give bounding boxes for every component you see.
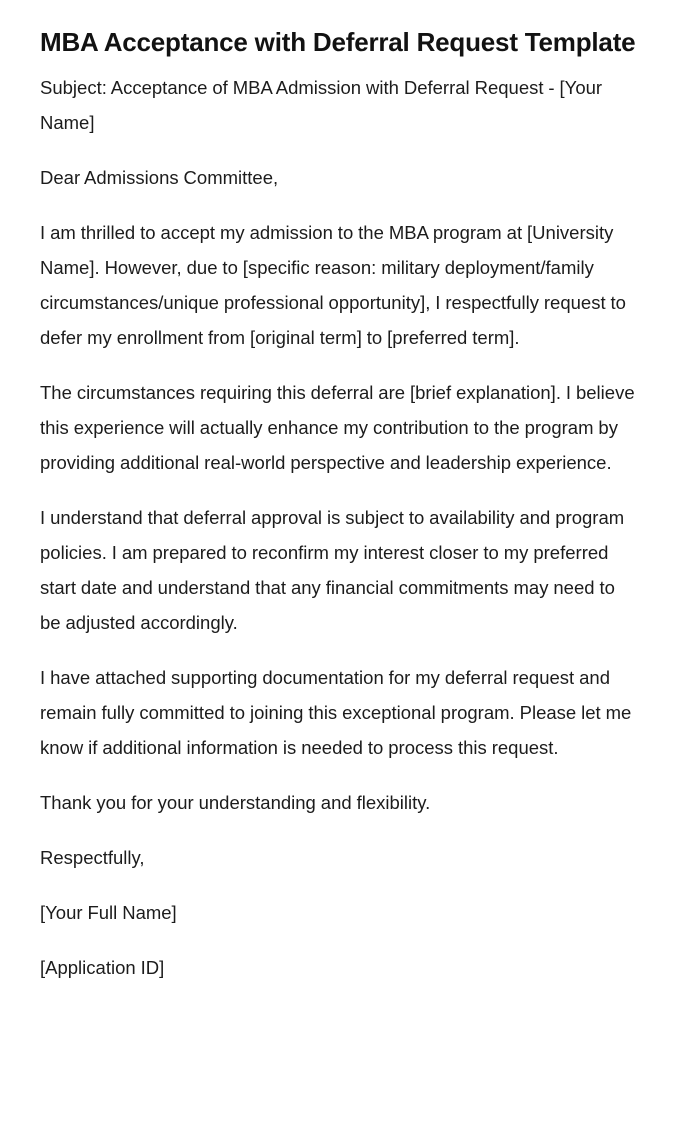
document-body	[40, 70, 640, 985]
paragraph-salutation: Dear Admissions Committee,	[40, 167, 279, 188]
paragraph-documentation: I have attached supporting documentation for my deferral request and remain fully committed to joining this exceptional program. Please let me know if additional information is needed to process this request.	[40, 667, 632, 758]
paragraph-circumstances: The circumstances requiring this deferral are [brief explanation]. I believe this experience will actually enhance my contribution to the program by providing additional real-world perspective and leadership experience.	[40, 382, 635, 473]
paragraph-thanks: Thank you for your understanding and flexibility.	[40, 792, 431, 813]
paragraph-signature-name: [Your Full Name]	[40, 902, 177, 923]
paragraph-acceptance: I am thrilled to accept my admission to the MBA program at [University Name]. However, due to [specific reason: military deployment/family circumstances/unique professional opportunity], I respectfully request to defer my enrollment from [original term] to [preferred term].	[40, 222, 626, 348]
paragraph-application-id: [Application ID]	[40, 957, 165, 978]
paragraph-subject: Subject: Acceptance of MBA Admission with Deferral Request - [Your Name]	[40, 77, 603, 133]
page-title: MBA Acceptance with Deferral Request Template	[40, 27, 636, 57]
paragraph-understanding: I understand that deferral approval is subject to availability and program policies. I am prepared to reconfirm my interest closer to my preferred start date and understand that any financial commitments may need to be adjusted accordingly.	[40, 507, 625, 633]
paragraph-closing: Respectfully,	[40, 847, 145, 868]
